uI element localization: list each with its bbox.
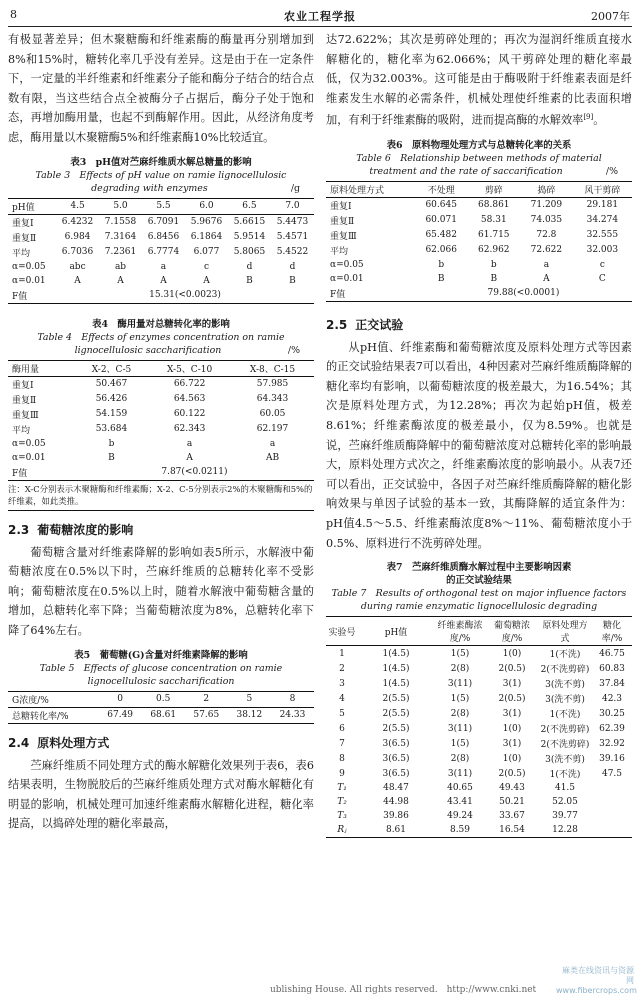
table-row: 重复Ⅲ 65.482 61.715 72.8 32.555 (330, 230, 619, 242)
table-header-row: pH值 4.5 5.0 5.5 6.0 6.5 7.0 (8, 198, 314, 214)
table-6-grid (326, 181, 632, 302)
table-row: α=0.05 b a a (12, 438, 276, 449)
table-row: 重复Ⅰ 6.4232 7.1558 6.7091 5.9676 5.6615 5.4473 (12, 217, 309, 229)
table-row: 平均 53.684 62.343 62.197 (12, 424, 289, 436)
table-row: α=0.05 b b a c (330, 259, 605, 270)
citation-ref: [9] (583, 113, 594, 122)
table-4-note: 注：X-C分别表示木聚糖酶和纤维素酶；X-2、C-5分别表示2%的木聚糖酶和5%的纤维素，如此类推。 (8, 483, 314, 511)
section-2-3-text: 葡萄糖含量对纤维素降解的影响如表5所示，水解液中葡萄糖浓度在0.5%以下时，苎麻纤维质的总糖转化率不受影响；葡萄糖浓度在0.5%以上时，随着水解液中葡萄糖含量的增加，总糖转化率下降；当葡萄糖浓度为8%，总糖转化率下降了64%左右。 (8, 545, 314, 637)
table-3 (8, 156, 314, 304)
table-row: 2 1(4.5) 2(8) 2(0.5) 2(不洗剪碎) 60.83 (339, 663, 625, 676)
table-row: 5 2(5.5) 2(8) 3(1) 1(不洗) 30.25 (339, 708, 625, 721)
right-para-1: 达72.622%；其次是剪碎处理的；再次为湿润纤维质直接水解糖化的，糖化率为62.066%；风干剪碎处理的糖化率最低，仅为32.003%。这可能是由于酶吸附于纤维素表面是纤维素发生水解的必需条件，机械处理使纤维素的比表面积增加，有利于纤维素酶的吸附，进而提高酶的水解效率[9]。 (326, 33, 632, 128)
section-2-3-heading: 2.3 葡萄糖浓度的影响 (8, 522, 134, 537)
table-row: 重复Ⅲ 54.159 60.122 60.05 (12, 409, 286, 421)
table-6 (326, 139, 632, 302)
table-5-caption-en-1: Table 5 Effects of glucose concentration on ramie (39, 662, 283, 674)
table-row: 重复Ⅰ 60.645 68.861 71.209 29.181 (330, 200, 619, 212)
table-4-caption-en-1: Table 4 Effects of enzymes concentration on ramie (37, 331, 285, 343)
table-4-caption-en-2: lignocellulosic saccharification /% (74, 344, 300, 356)
table-6-caption-en-2: treatment and the rate of saccarification /% (369, 165, 618, 177)
table-3-caption-zh: 表3 pH值对苎麻纤维质水解总糖量的影响 (70, 156, 252, 168)
section-2-4-heading: 2.4 原料处理方式 (8, 735, 110, 750)
table-row: 3 1(4.5) 3(11) 3(1) 3(洗不剪) 37.84 (339, 678, 625, 691)
right-column (326, 30, 632, 838)
site-watermark: 麻类在线资讯与资源网 www.fibercrops.com (556, 966, 637, 995)
table-6-caption-en-1: Table 6 Relationship between methods of material (356, 152, 602, 164)
table-6-unit: /% (605, 165, 618, 177)
table-4 (8, 318, 314, 511)
table-row: 总糖转化率/% 67.49 68.61 57.65 38.12 24.33 (8, 707, 314, 723)
table-row: 8 3(6.5) 2(8) 1(0) 3(洗不剪) 39.16 (339, 753, 625, 766)
table-f-row: F值 79.88(<0.0001) (326, 286, 632, 302)
table-header-row: 原料处理方式 不处理 剪碎 捣碎 风干剪碎 (326, 181, 632, 197)
table-3-unit: /g (290, 182, 300, 194)
table-7-grid (326, 616, 632, 838)
table-7-caption-zh-2: 的正交试验结果 (446, 575, 512, 587)
table-4-caption-zh: 表4 酶用量对总糖转化率的影响 (92, 318, 230, 330)
table-row: T₂ 44.98 43.41 50.21 52.05 (337, 797, 578, 808)
page-header (8, 4, 632, 27)
table-7-caption-en-1: Table 7 Results of orthogonal test on major influence factors (331, 588, 627, 600)
table-3-caption-en-2: degrading with enzymes /g (91, 182, 300, 194)
table-6-caption-zh: 表6 原料物理处理方式与总糖转化率的关系 (386, 139, 572, 151)
table-5-caption-zh: 表5 葡萄糖(G)含量对纤维素降解的影响 (74, 649, 248, 661)
copyright-footer: ublishing House. All rights reserved. http://www.cnki.net (270, 985, 537, 995)
table-row: α=0.05 abc ab a c d d (12, 261, 296, 272)
table-5-caption-en-2: lignocellulosic saccharification (87, 675, 235, 687)
table-5-grid (8, 691, 314, 724)
left-para-1: 有极显著差异；但木聚糖酶和纤维素酶的酶量再分别增加到8%和15%时，糖转化率几乎没有差异。这是由于在一定条件下，一定量的半纤维素和纤维素分子能和酶分子结合的结合点数有限，当这些结合点全被酶分子占据后，酶分子处于饱和态，再增加酶用量，也起不到酶解作用。因此，从经济角度考虑，酶用量以木聚糖酶5%和纤维素酶10%比较适宜。 (8, 33, 314, 144)
table-row: 重复Ⅱ 6.984 7.3164 6.8456 6.1864 5.9514 5.4571 (12, 232, 309, 244)
table-3-caption-en-1: Table 3 Effects of pH value on ramie lignocellulosic (35, 169, 287, 181)
table-7 (326, 561, 632, 838)
table-row: 重复Ⅰ 50.467 66.722 57.985 (12, 379, 289, 391)
table-row: Rⱼ 8.61 8.59 16.54 12.28 (326, 823, 632, 838)
table-row: T₁ 48.47 40.65 49.43 41.5 (337, 783, 576, 794)
table-7-caption-en-2: during ramie enzymatic lignocellulosic degrading (360, 601, 598, 613)
table-f-row: F值 15.31(<0.0023) (8, 288, 314, 304)
table-row: 4 2(5.5) 1(5) 2(0.5) 3(洗不剪) 42.3 (339, 693, 623, 706)
table-row: 重复Ⅱ 56.426 64.563 64.343 (12, 394, 289, 406)
table-row: 7 3(6.5) 1(5) 3(1) 2(不洗剪碎) 32.92 (339, 738, 625, 751)
table-row: 重复Ⅱ 60.071 58.31 74.035 34.274 (330, 215, 619, 227)
table-row: T₃ 39.86 49.24 33.67 39.77 (337, 811, 578, 822)
publication-year: 2007年 (591, 10, 630, 23)
table-4-unit: /% (287, 344, 300, 356)
table-7-caption-zh-1: 表7 苎麻纤维质酶水解过程中主要影响因素 (386, 562, 572, 574)
table-5 (8, 649, 314, 724)
table-4-grid (8, 360, 314, 481)
table-row: α=0.01 B B A C (330, 273, 606, 284)
table-row: 1 1(4.5) 1(5) 1(0) 1(不洗) 46.75 (339, 648, 625, 661)
table-3-grid (8, 198, 314, 304)
table-header-row: 酶用量 X-2、C-5 X-5、C-10 X-8、C-15 (8, 360, 314, 376)
table-f-row: F值 7.87(<0.0211) (8, 465, 314, 481)
table-row: α=0.01 B A AB (12, 452, 280, 463)
section-2-5-heading: 2.5 正交试验 (326, 317, 404, 332)
page-number: 8 (10, 8, 17, 21)
left-column (8, 30, 314, 834)
table-header-row: G浓度/% 0 0.5 2 5 8 (8, 691, 314, 707)
journal-name: 农业工程学报 (284, 10, 356, 23)
section-2-4-text: 苎麻纤维质不同处理方式的酶水解糖化效果列于表6，表6结果表明，生物脱胶后的苎麻纤维质处理方式对酶水解糖化有明显的影响，机械处理可加速纤维素酶水解糖化进程，糖化率提高，以捣碎处理的糖化率最高， (8, 758, 314, 831)
table-header-row: 实验号 pH值 纤维素酶浓度/% 葡萄糖浓度/% 原料处理方式 糖化率/% (326, 617, 632, 646)
table-row: 6 2(5.5) 3(11) 1(0) 2(不洗剪碎) 62.39 (339, 723, 625, 736)
section-2-5-text: 从pH值、纤维素酶和葡萄糖浓度及原料处理方式等因素的正交试验结果表7可以看出，4种因素对苎麻纤维质酶降解的糖化率均有影响，以葡萄糖浓度的极差最大，为16.54%；其次是原料处理方式，为12.28%；再次为起始pH值，极差8.61%；纤维素酶浓度的极差最小，仅为8.59%。也就是说，苎麻纤维质酶降解中的葡萄糖浓度对总糖转化率的影响最大，原料处理方式次之，纤维素酶浓度的影响最小。从表7还可以看出，正交试验中，各因子对苎麻纤维质酶降解的糖化影响效果与单因子试验的基本一致，其酶降解的适宜条件为：pH值4.5～5.5、纤维素酶浓度8%～11%、葡萄糖浓度小于0.5%、原料进行不洗剪碎处理。 (326, 340, 632, 550)
table-row: 平均 62.066 62.962 72.622 32.003 (330, 245, 619, 257)
table-row: 平均 6.7036 7.2361 6.7774 6.077 5.8065 5.4522 (12, 247, 309, 259)
table-row: α=0.01 A A A A B B (12, 275, 296, 286)
table-row: 9 3(6.5) 3(11) 2(0.5) 1(不洗) 47.5 (339, 768, 623, 781)
